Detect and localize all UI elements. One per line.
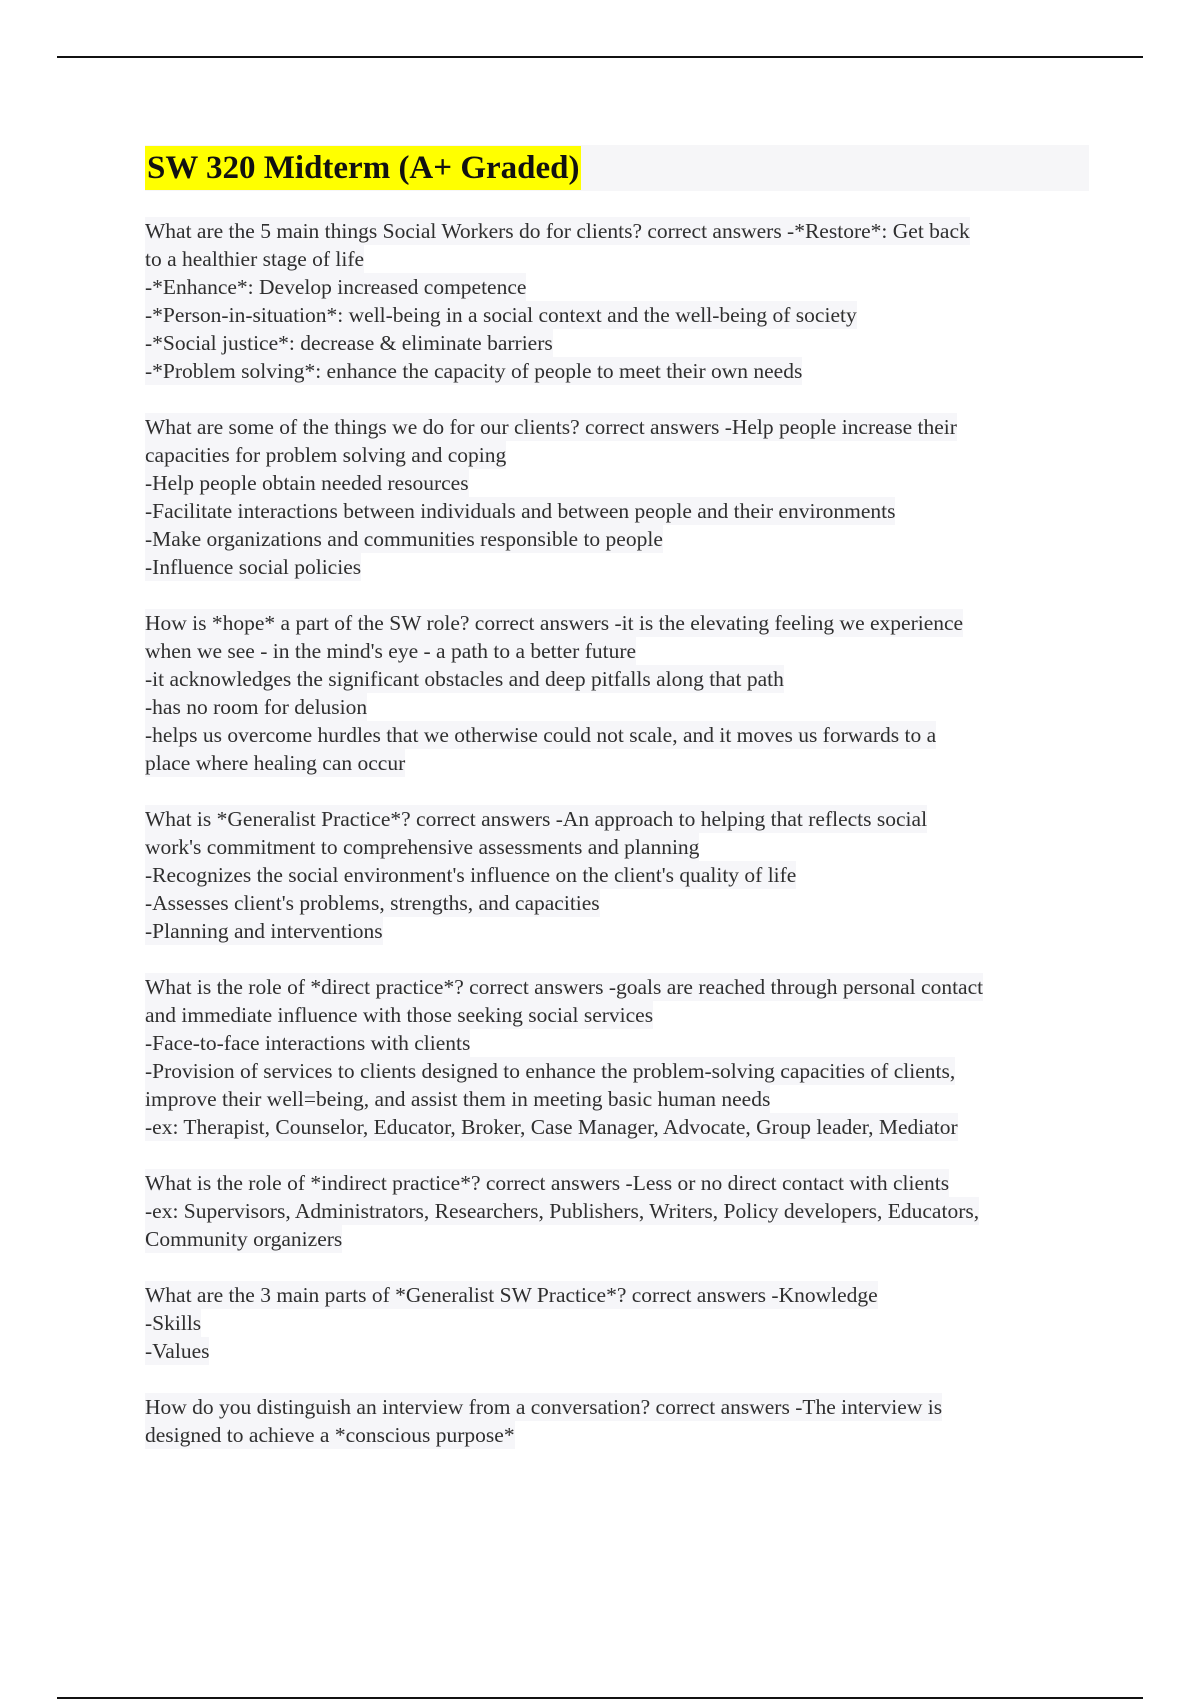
top-rule <box>57 56 1143 58</box>
text-line: What are some of the things we do for our clients? correct answers -Help people increase their <box>145 415 957 439</box>
qa-block <box>145 1281 1089 1365</box>
text-line: -Assesses client's problems, strengths, and capacities <box>145 891 600 915</box>
text-line: -Provision of services to clients designed to enhance the problem-solving capacities of clients, <box>145 1059 956 1083</box>
text-line: -Facilitate interactions between individuals and between people and their environments <box>145 499 896 523</box>
text-line: How is *hope* a part of the SW role? correct answers -it is the elevating feeling we experience <box>145 611 964 635</box>
text-line: -it acknowledges the significant obstacles and deep pitfalls along that path <box>145 667 784 691</box>
text-line: -Recognizes the social environment's influence on the client's quality of life <box>145 863 797 887</box>
text-line: -Planning and interventions <box>145 919 383 943</box>
bottom-rule <box>57 1697 1143 1699</box>
qa-block <box>145 609 1089 777</box>
text-line: -Influence social policies <box>145 555 362 579</box>
text-line: -helps us overcome hurdles that we otherwise could not scale, and it moves us forwards to a <box>145 723 937 747</box>
text-line: -*Social justice*: decrease & eliminate barriers <box>145 331 553 355</box>
text-line: -*Problem solving*: enhance the capacity of people to meet their own needs <box>145 359 803 383</box>
text-line: What is the role of *indirect practice*? correct answers -Less or no direct contact with clients <box>145 1171 950 1195</box>
text-line: and immediate influence with those seeking social services <box>145 1003 654 1027</box>
qa-block <box>145 1169 1089 1253</box>
qa-block <box>145 217 1089 385</box>
text-line: -has no room for delusion <box>145 695 368 719</box>
qa-block <box>145 973 1089 1141</box>
text-line: Community organizers <box>145 1227 343 1251</box>
text-line: What are the 5 main things Social Workers do for clients? correct answers -*Restore*: Get back <box>145 219 970 243</box>
text-line: improve their well=being, and assist them in meeting basic human needs <box>145 1087 771 1111</box>
text-line: -Help people obtain needed resources <box>145 471 469 495</box>
text-line: What is *Generalist Practice*? correct answers -An approach to helping that reflects social <box>145 807 928 831</box>
qa-block <box>145 413 1089 581</box>
text-line: -Values <box>145 1339 210 1363</box>
text-line: capacities for problem solving and coping <box>145 443 507 467</box>
text-line: place where healing can occur <box>145 751 406 775</box>
document-body <box>145 145 1089 1477</box>
text-line: -ex: Therapist, Counselor, Educator, Broker, Case Manager, Advocate, Group leader, Mediator <box>145 1115 958 1139</box>
text-line: designed to achieve a *conscious purpose* <box>145 1423 515 1447</box>
text-line: -Face-to-face interactions with clients <box>145 1031 471 1055</box>
text-line: What are the 3 main parts of *Generalist SW Practice*? correct answers -Knowledge <box>145 1283 878 1307</box>
title-bar <box>145 145 1089 191</box>
qa-block <box>145 805 1089 945</box>
text-line: when we see - in the mind's eye - a path to a better future <box>145 639 637 663</box>
text-line: -*Person-in-situation*: well-being in a social context and the well-being of society <box>145 303 857 327</box>
document-title: SW 320 Midterm (A+ Graded) <box>145 146 581 190</box>
text-line: -Make organizations and communities responsible to people <box>145 527 663 551</box>
text-line: -ex: Supervisors, Administrators, Researchers, Publishers, Writers, Policy developers, Educators, <box>145 1199 980 1223</box>
text-line: -Skills <box>145 1311 202 1335</box>
text-line: to a healthier stage of life <box>145 247 365 271</box>
text-line: work's commitment to comprehensive assessments and planning <box>145 835 700 859</box>
qa-block <box>145 1393 1089 1449</box>
text-line: What is the role of *direct practice*? correct answers -goals are reached through personal contact <box>145 975 984 999</box>
text-line: How do you distinguish an interview from a conversation? correct answers -The interview is <box>145 1395 943 1419</box>
text-line: -*Enhance*: Develop increased competence <box>145 275 527 299</box>
